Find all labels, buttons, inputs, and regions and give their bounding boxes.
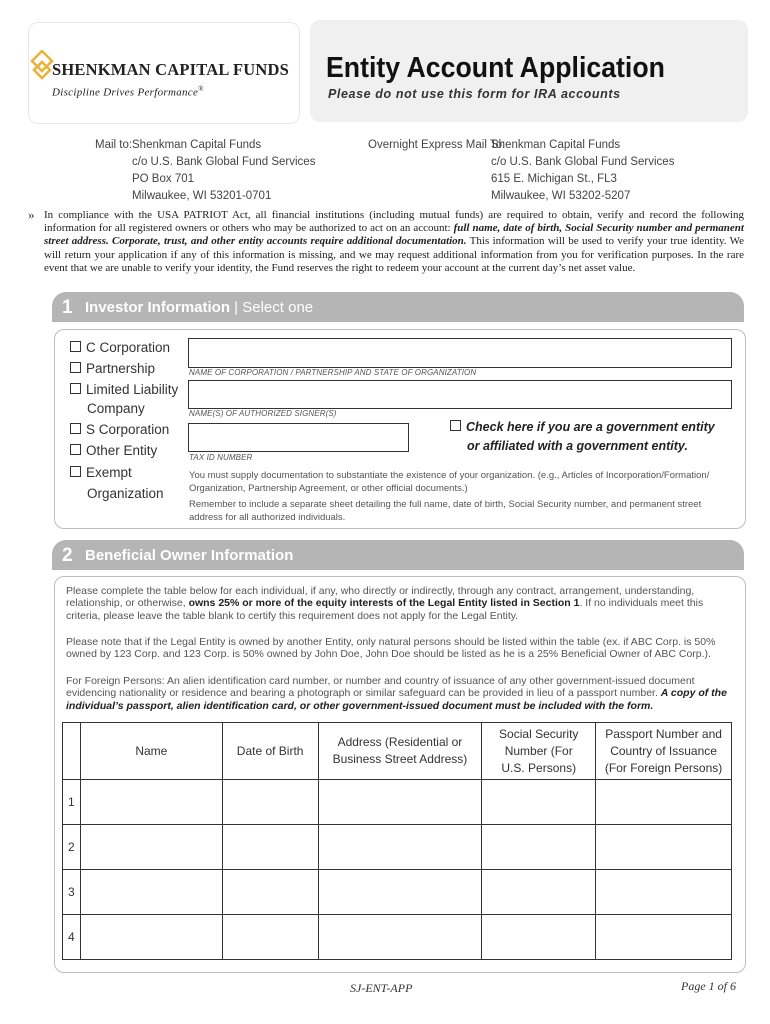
government-entity-checkbox[interactable]: Check here if you are a government entity or affiliated with a government entity. [450,418,715,456]
address-cell[interactable] [318,780,482,825]
address-cell[interactable] [318,825,482,870]
mail-label: Mail to: [95,139,133,151]
address-cell[interactable] [318,870,482,915]
entity-type-list [70,338,178,503]
row-number: 2 [63,825,81,870]
checkbox-icon[interactable] [70,383,81,394]
entity-owner-note: Please note that if the Legal Entity is owned by another Entity, only natural persons should be listed within the table (ex. if ABC Corp. is 50% owned by 123 Corp. and 123 Corp. is 50% owned by John Doe, John Doe should be listed as he is a 25% Beneficial Owner of ABC Corp.). [66,636,716,661]
c-corporation-option[interactable]: C Corporation [70,338,178,357]
corporation-name-label: NAME OF CORPORATION / PARTNERSHIP AND STATE OF ORGANIZATION [189,368,477,377]
dob-cell[interactable] [222,780,318,825]
checkbox-icon[interactable] [70,423,81,434]
overnight-mail-address: Shenkman Capital Funds c/o U.S. Bank Global Fund Services 615 E. Michigan St., FL3 Milwaukee, WI 53202-5207 [491,139,675,202]
passport-cell[interactable] [596,825,732,870]
foreign-persons-note: For Foreign Persons: An alien identification card number, or number and country of issuance of any other government-issued document evidencing nationality or residence and bearing a photograph or similar safeguard can be provided in lieu of a passport number. A copy of the individual’s passport, alien identification card, or other government-issued document must be included with the form. [66,675,727,712]
tax-id-field[interactable] [188,423,409,452]
page-title: Entity Account Application [326,52,665,84]
name-cell[interactable] [80,825,222,870]
tax-id-label: TAX ID NUMBER [189,453,253,462]
checkbox-icon[interactable] [70,466,81,477]
s-corporation-option[interactable]: S Corporation [70,420,178,439]
exempt-organization-option[interactable]: Exempt [70,463,178,482]
beneficial-owner-table [62,722,732,960]
overnight-mail-label: Overnight Express Mail To: [368,139,506,151]
partnership-option[interactable]: Partnership [70,359,178,378]
name-cell[interactable] [80,870,222,915]
row-number: 4 [63,915,81,960]
table-header-row [63,723,732,780]
name-header: Name [80,723,222,780]
llc-option-line2: Company [87,401,145,416]
dob-cell[interactable] [222,870,318,915]
ssn-cell[interactable] [482,825,596,870]
dob-header: Date of Birth [222,723,318,780]
table-row [63,825,732,870]
checkbox-icon[interactable] [450,420,461,431]
row-number-header [63,723,81,780]
documentation-note: You must supply documentation to substantiate the existence of your organization. (e.g., Articles of Incorporation/Formation/ Organization, Partnership Agreement, or other official documents.) [189,470,710,494]
passport-cell[interactable] [596,915,732,960]
authorized-signers-field[interactable] [188,380,732,409]
passport-header: Passport Number and Country of Issuance (For Foreign Persons) [596,723,732,780]
name-cell[interactable] [80,915,222,960]
checkbox-icon[interactable] [70,362,81,373]
section1-number: 1 [62,297,73,318]
chevron-right-icon: » [28,207,35,222]
llc-option[interactable]: Limited Liability [70,380,178,399]
ssn-header: Social Security Number (For U.S. Persons) [482,723,596,780]
authorized-signers-label: NAME(S) OF AUTHORIZED SIGNER(S) [189,409,337,418]
table-row [63,870,732,915]
other-entity-option[interactable]: Other Entity [70,441,178,460]
ssn-cell[interactable] [482,870,596,915]
passport-cell[interactable] [596,870,732,915]
passport-cell[interactable] [596,780,732,825]
form-code: SJ-ENT-APP [350,981,413,995]
authorized-individuals-reminder: Remember to include a separate sheet detailing the full name, date of birth, Social Security number, and permanent street address for all authorized individuals. [189,499,702,523]
ssn-cell[interactable] [482,915,596,960]
checkbox-icon[interactable] [70,341,81,352]
company-tagline: Discipline Drives Performance® [52,85,204,99]
row-number: 1 [63,780,81,825]
address-header: Address (Residential or Business Street Address) [318,723,482,780]
page-subtitle: Please do not use this form for IRA accounts [328,87,621,101]
section2-title: Beneficial Owner Information [85,547,294,564]
shenkman-logo-icon [30,50,54,84]
table-row [63,780,732,825]
name-cell[interactable] [80,780,222,825]
row-number: 3 [63,870,81,915]
table-row [63,915,732,960]
corporation-name-field[interactable] [188,338,732,368]
ssn-cell[interactable] [482,780,596,825]
address-cell[interactable] [318,915,482,960]
mail-address: Shenkman Capital Funds c/o U.S. Bank Global Fund Services PO Box 701 Milwaukee, WI 53201-0701 [132,139,316,202]
page-number: Page 1 of 6 [681,979,736,993]
exempt-option-line2: Organization [87,486,164,501]
patriot-act-notice: In compliance with the USA PATRIOT Act, all financial institutions (including mutual funds) are required to obtain, verify and record the following information for all registered owners or others who may be authorized to act on an account: full name, date of birth, Social Security number and permanent street address. Corporate, trust, and other entity accounts require additional documentation. This information will be used to verify your true identity. We will return your application if any of this information is missing, and we may request additional information from you for verification purposes. In the rare event that we are unable to verify your identity, the Fund reserves the right to redeem your account at the current day’s net asset value. [44,209,744,274]
dob-cell[interactable] [222,915,318,960]
checkbox-icon[interactable] [70,444,81,455]
section2-number: 2 [62,545,73,566]
company-name: SHENKMAN CAPITAL FUNDS [52,60,289,79]
dob-cell[interactable] [222,825,318,870]
section1-title: Investor Information | Select one [85,299,314,316]
beneficial-owner-instructions: Please complete the table below for each individual, if any, who directly or indirectly, through any contract, arrangement, understanding, relationship, or otherwise, owns 25% or more of the equity interests of the Legal Entity listed in Section 1. If no individuals meet this criteria, please leave the table blank to certify this requirement does not apply for the Legal Entity. [66,585,704,622]
